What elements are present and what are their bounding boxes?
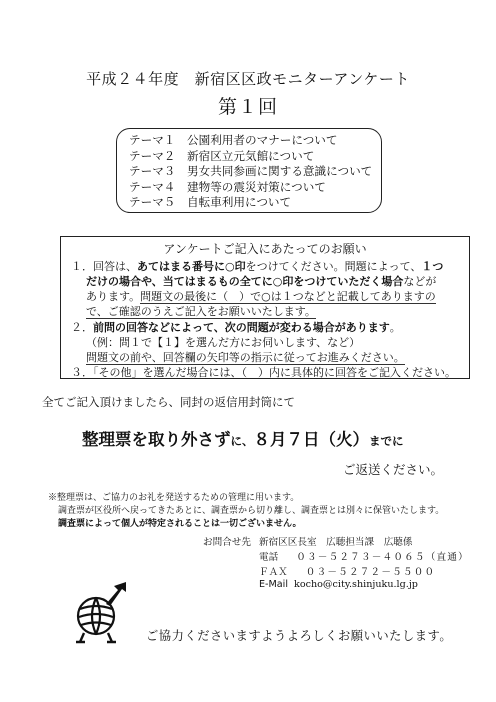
notice-line-1 xyxy=(71,258,443,274)
email-label: E-Mail xyxy=(259,579,289,590)
phone-number: ０３－５２７３－４０６５（直通） xyxy=(296,552,469,563)
theme-label: テーマ１ xyxy=(129,133,176,147)
contact-fax xyxy=(259,564,435,578)
notice-emphasis: 前問の回答などによって、次の問題が変わる場合があります xyxy=(93,321,390,334)
deadline-particle: に、 xyxy=(230,434,254,448)
notice-line-5 xyxy=(71,319,401,335)
theme-item xyxy=(129,180,381,196)
notice-title: アンケートご記入にあたってのお願い xyxy=(163,242,367,256)
theme-text: 男女共同参画に関する意識について xyxy=(187,164,373,179)
deadline-text xyxy=(82,426,404,450)
notice-line-3 xyxy=(86,288,436,304)
notice-line-6: （例：問１で【１】を選んだ方にお伺いします、など） xyxy=(86,336,361,349)
note-line: ※整理票は、ご協力のお礼を発送するための管理に用います。 xyxy=(48,493,300,503)
notice-box xyxy=(60,236,470,379)
theme-text: 自転車利用について xyxy=(187,195,292,210)
notice-text: １．回答は、 xyxy=(71,260,137,273)
notice-text: あります。 xyxy=(86,290,141,303)
notice-underlined: で、ご確認のうえご記入をお願いいたします。 xyxy=(86,305,316,318)
theme-item xyxy=(129,195,381,211)
theme-label: テーマ３ xyxy=(129,164,176,179)
notice-text: をつけてください。問題によって、 xyxy=(245,260,422,273)
notice-emphasis: だけの場合や、当てはまるもの全てに○印をつけていただく場合 xyxy=(86,275,404,288)
return-text: ご返送ください。 xyxy=(343,462,444,477)
note-line: 調査票によって個人が特定されることは一切ございません。 xyxy=(58,519,302,529)
theme-item xyxy=(129,164,381,180)
contact-label: お問合せ先 xyxy=(203,537,251,548)
notice-line-4 xyxy=(86,303,316,319)
instruction-text: 全てご記入頂けましたら、同封の返信用封筒にて xyxy=(42,395,295,409)
theme-item xyxy=(129,149,381,165)
notice-underlined: 問題文の前や、回答欄の矢印等の指示に従ってお進みください。 xyxy=(86,351,405,364)
theme-text: 新宿区立元気館について xyxy=(187,148,315,163)
theme-text: 建物等の震災対策について xyxy=(187,179,326,194)
mascot-logo-icon xyxy=(70,578,140,652)
closing-thanks: ご協力くださいますようよろしくお願いいたします。 xyxy=(146,629,453,643)
deadline-date: ８月７日（火） xyxy=(253,430,369,449)
contact-email xyxy=(259,579,418,590)
notice-text: 。 xyxy=(389,321,401,334)
survey-round: 第１回 xyxy=(217,96,278,118)
notice-emphasis: あてはまる番号に○印 xyxy=(137,260,246,273)
contact-phone xyxy=(259,549,469,563)
fax-label: ＦＡＸ xyxy=(259,567,288,578)
theme-label: テーマ５ xyxy=(129,195,176,210)
theme-label: テーマ４ xyxy=(129,179,176,194)
notice-underlined: 問題文の最後に（ ）で○は１つなどと記載してありますの xyxy=(140,290,436,303)
theme-item xyxy=(129,133,381,149)
notice-text: ２． xyxy=(71,321,93,334)
notice-line-8: ３．「その他」を選んだ場合には、（ ）内に具体的に回答をご記入ください。 xyxy=(71,366,456,379)
theme-text: 公園利用者のマナーについて xyxy=(187,133,338,147)
theme-label: テーマ２ xyxy=(129,148,176,163)
note-line: 調査票が区役所へ戻ってきたあとに、調査票から切り離し、調査票とは別々に保管いたします。 xyxy=(58,506,445,516)
deadline-main: 整理票を取り外さず xyxy=(82,430,231,449)
contact-department: 新宿区区長室 広聴担当課 広聴係 xyxy=(259,537,413,548)
notice-line-7 xyxy=(86,349,405,365)
notice-emphasis: １つ xyxy=(421,260,444,273)
notice-text: などが xyxy=(403,275,437,288)
fax-number: ０３－５２７２－５５００ xyxy=(305,567,436,578)
notice-line-2 xyxy=(86,273,436,289)
email-address: kocho@city.shinjuku.lg.jp xyxy=(294,579,418,590)
theme-list-box xyxy=(116,128,382,213)
phone-label: 電話 xyxy=(259,552,279,563)
survey-title: 平成２４年度 新宿区区政モニターアンケート xyxy=(86,70,410,88)
deadline-suffix: までに xyxy=(369,434,404,448)
